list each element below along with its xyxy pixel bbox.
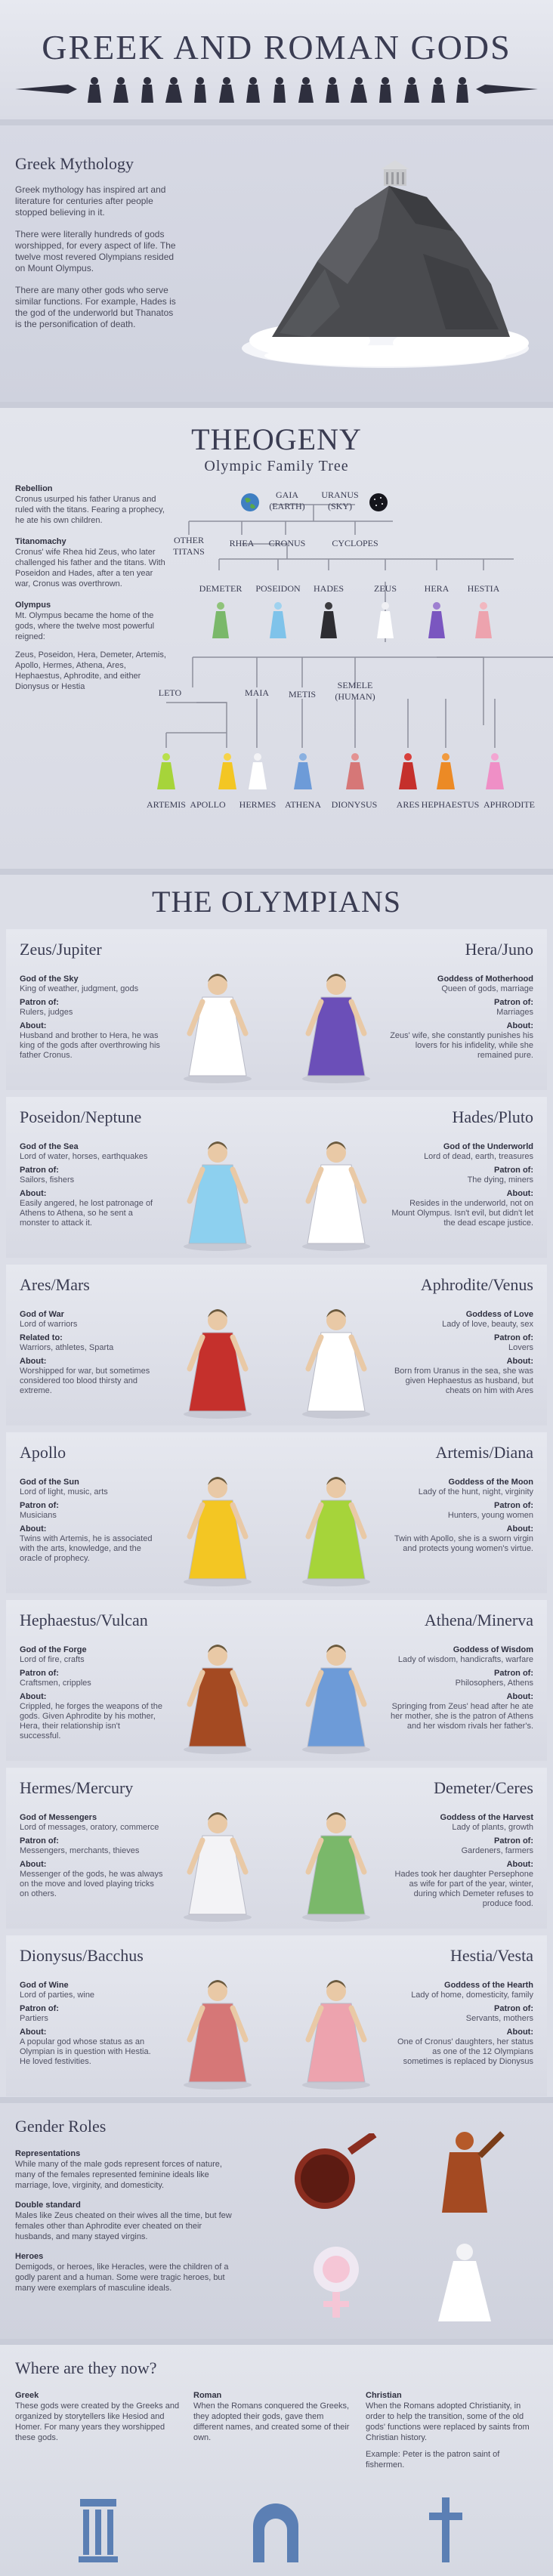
olympian-card-dionysus-bacchus bbox=[6, 1935, 276, 2096]
domain-text: Lord of water, horses, earthquakes bbox=[20, 1152, 148, 1161]
hestia-vestafigure-illustration bbox=[287, 1972, 385, 2093]
about-label: About: bbox=[506, 1021, 533, 1030]
greek-column-icon bbox=[76, 2496, 121, 2564]
olympian-card-hestia-vesta bbox=[276, 1935, 547, 2096]
olympians-section bbox=[0, 875, 553, 2097]
cyclopes-label: CYCLOPES bbox=[332, 538, 378, 548]
about-text: A popular god whose status as an Olympian is in question with Hestia. He loved festivities. bbox=[20, 2037, 151, 2066]
domain-text: Lady of the hunt, night, virginity bbox=[418, 1487, 533, 1496]
olympian-card-demeter-ceres bbox=[276, 1768, 547, 1929]
hades-plutofigure-illustration bbox=[287, 1133, 385, 1254]
hera-junofigure-illustration bbox=[287, 965, 385, 1086]
domain-text: Queen of gods, marriage bbox=[441, 984, 533, 993]
olympian-details bbox=[20, 1981, 163, 2067]
zeus-label: ZEUS bbox=[374, 583, 397, 594]
olympian-title: Poseidon/Neptune bbox=[20, 1107, 142, 1126]
poseidon-label: POSEIDON bbox=[255, 583, 301, 594]
god-of-label: Goddess of the Moon bbox=[448, 1478, 533, 1487]
about-label: About: bbox=[506, 2028, 533, 2037]
patron-label: Patron of: bbox=[20, 1501, 59, 1510]
athena-label: ATHENA bbox=[285, 799, 321, 810]
domain-text: Lord of dead, earth, treasures bbox=[424, 1152, 533, 1161]
olympus-text: Mt. Olympus became the home of the gods, where the twelve most powerful reigned: bbox=[15, 611, 155, 641]
roman-text: When the Romans conquered the Greeks, they adopted their gods, gave them different names, and created some of their own. bbox=[193, 2401, 350, 2442]
aphrodite-label: APHRODITE bbox=[483, 799, 535, 810]
heroes-text: Demigods, or heroes, like Heracles, were the children of a godly parent and a human. Some were tragic heroes, but many were exemplars of masculine ideals. bbox=[15, 2262, 229, 2293]
patron-text: Hunters, young women bbox=[447, 1511, 533, 1520]
olympian-card-apollo bbox=[6, 1432, 276, 1593]
aphrodite-small-figure bbox=[423, 2235, 506, 2326]
christian-heading: Christian bbox=[366, 2391, 402, 2400]
uranus-label: URANUS (SKY) bbox=[321, 490, 359, 511]
domain-text: Lord of warriors bbox=[20, 1320, 78, 1329]
about-text: Crippled, he forges the weapons of the gods. Given Aphrodite by his mother, Hera, their relationship isn't successful. bbox=[20, 1702, 162, 1740]
dionysus-figure bbox=[344, 752, 366, 791]
dionysus-label: DIONYSUS bbox=[331, 799, 378, 810]
olympian-title: Demeter/Ceres bbox=[434, 1778, 533, 1797]
god-of-label: God of the Sea bbox=[20, 1142, 79, 1151]
starry-sky-icon bbox=[369, 493, 388, 512]
about-text: Hades took her daughter Persephone as wife for part of the year, winter, during which Demeter refuses to produce food. bbox=[394, 1870, 533, 1908]
patron-text: Warriors, athletes, Sparta bbox=[20, 1343, 114, 1352]
patron-text: Philosophers, Athens bbox=[455, 1679, 533, 1688]
patron-text: Sailors, fishers bbox=[20, 1175, 75, 1185]
olympian-title: Athena/Minerva bbox=[424, 1611, 533, 1629]
patron-text: Servants, mothers bbox=[465, 2014, 533, 2023]
zeus-jupiterfigure-illustration bbox=[168, 965, 267, 1086]
olympian-card-aphrodite-venus bbox=[276, 1265, 547, 1425]
god-of-label: Goddess of the Hearth bbox=[444, 1981, 533, 1990]
theogeny-section bbox=[0, 408, 553, 869]
zeus-figure bbox=[376, 601, 394, 640]
olympian-card-hera-juno bbox=[276, 929, 547, 1090]
about-label: About: bbox=[506, 1524, 533, 1534]
greek-text: These gods were created by the Greeks and organized by storytellers like Hesiod and Homer. For many years they worshipped these gods. bbox=[15, 2401, 180, 2442]
aphrodite-venusfigure-illustration bbox=[287, 1301, 385, 1422]
patron-label: Patron of: bbox=[494, 2004, 533, 2013]
rhea-label: RHEA bbox=[229, 538, 255, 548]
olympian-title: Zeus/Jupiter bbox=[20, 940, 102, 959]
olympian-details bbox=[20, 1142, 163, 1228]
hades-label: HADES bbox=[313, 583, 344, 594]
olympian-details bbox=[20, 1645, 163, 1741]
god-of-label: God of the Forge bbox=[20, 1645, 87, 1654]
patron-label: Patron of: bbox=[20, 1836, 59, 1846]
god-of-label: God of the Sky bbox=[20, 974, 79, 984]
olympian-details bbox=[20, 974, 163, 1061]
about-label: About: bbox=[506, 1189, 533, 1198]
about-label: About: bbox=[506, 1357, 533, 1366]
about-text: Springing from Zeus' head after he ate her mother, she is the patron of Athens and her wisdom rivals her father's. bbox=[391, 1702, 533, 1731]
apollo-figure bbox=[216, 752, 239, 791]
patron-label: Patron of: bbox=[494, 1836, 533, 1846]
patron-label: Patron of: bbox=[20, 1166, 59, 1175]
patron-text: Messengers, merchants, thieves bbox=[20, 1846, 140, 1855]
athena-minervafigure-illustration bbox=[287, 1636, 385, 1757]
gender-roles-section bbox=[0, 2103, 553, 2339]
patron-label: Related to: bbox=[20, 1333, 63, 1342]
titanomachy-heading: Titanomachy bbox=[15, 537, 66, 546]
domain-text: Lord of light, music, arts bbox=[20, 1487, 108, 1496]
christian-example: Example: Peter is the patron saint of fishermen. bbox=[366, 2450, 500, 2469]
about-text: Twin with Apollo, she is a sworn virgin and protects young women's virtue. bbox=[394, 1534, 533, 1553]
olympus-heading: Olympus bbox=[15, 601, 51, 610]
patron-text: Gardeners, farmers bbox=[461, 1846, 533, 1855]
demeter-figure bbox=[212, 601, 230, 640]
about-label: About: bbox=[20, 1692, 47, 1701]
olympian-title: Hera/Juno bbox=[465, 940, 533, 959]
hephaestus-label: HEPHAESTUS bbox=[421, 799, 480, 810]
olympian-details bbox=[390, 1813, 533, 1909]
hestia-figure bbox=[474, 601, 493, 640]
christian-cross-icon bbox=[423, 2496, 468, 2564]
domain-text: Lady of wisdom, handicrafts, warfare bbox=[397, 1655, 533, 1664]
olympian-title: Hades/Pluto bbox=[452, 1107, 533, 1126]
greek-mythology-p3: There are many other gods who serve similar functions. For example, Hades is the god of the underworld but Thanatos is the personification of death. bbox=[15, 285, 176, 329]
patron-label: Patron of: bbox=[494, 998, 533, 1007]
god-of-label: God of Wine bbox=[20, 1981, 69, 1990]
olympian-card-hephaestus-vulcan bbox=[6, 1600, 276, 1761]
olympian-details bbox=[20, 1310, 163, 1396]
about-text: Worshipped for war, but sometimes considered too blood thirsty and extreme. bbox=[20, 1367, 150, 1395]
patron-label: Patron of: bbox=[20, 2004, 59, 2013]
representations-text: While many of the male gods represent forces of nature, many of the females represented feminine ideals like marriage, love, virginity, and domesticity. bbox=[15, 2160, 222, 2190]
double-standard-text: Males like Zeus cheated on their wives all the time, but few females other than Aphrodite ever cheated on their husbands, and many stayed virgins. bbox=[15, 2211, 232, 2241]
patron-text: Lovers bbox=[508, 1343, 533, 1352]
gender-roles-title: Gender Roles bbox=[15, 2117, 107, 2136]
god-of-label: God of the Sun bbox=[20, 1478, 79, 1487]
olympian-card-hades-pluto bbox=[276, 1097, 547, 1258]
patron-label: Patron of: bbox=[494, 1669, 533, 1678]
olympian-details bbox=[20, 1813, 163, 1899]
artemis-label: ARTEMIS bbox=[147, 799, 186, 810]
god-of-label: Goddess of Love bbox=[465, 1310, 533, 1319]
olympian-details bbox=[390, 1142, 533, 1228]
olympian-title: Dionysus/Bacchus bbox=[20, 1946, 144, 1965]
ares-marsfigure-illustration bbox=[168, 1301, 267, 1422]
domain-text: Lady of love, beauty, sex bbox=[442, 1320, 533, 1329]
olympian-details bbox=[390, 974, 533, 1061]
about-text: One of Cronus' daughters, her status as one of the 12 Olympians sometimes is replaced by Dionysus bbox=[397, 2037, 533, 2066]
representations-heading: Representations bbox=[15, 2149, 81, 2158]
poseidon-neptunefigure-illustration bbox=[168, 1133, 267, 1254]
olympian-details bbox=[20, 1478, 163, 1564]
mount-olympus-illustration bbox=[227, 156, 544, 375]
leto-label: LETO bbox=[158, 687, 182, 698]
about-text: Resides in the underworld, not on Mount Olympus. Isn't evil, but didn't let the dead escape justice. bbox=[391, 1199, 533, 1228]
god-of-label: Goddess of the Harvest bbox=[440, 1813, 533, 1822]
domain-text: Lord of fire, crafts bbox=[20, 1655, 85, 1664]
hestia-label: HESTIA bbox=[467, 583, 500, 594]
where-now-title: Where are they now? bbox=[15, 2358, 157, 2377]
hephaestus-figure bbox=[434, 752, 457, 791]
roman-arch-icon bbox=[249, 2496, 302, 2564]
hera-figure bbox=[428, 601, 446, 640]
double-standard-heading: Double standard bbox=[15, 2201, 81, 2210]
metis-label: METIS bbox=[289, 689, 316, 700]
olympian-title: Hermes/Mercury bbox=[20, 1778, 134, 1797]
roman-heading: Roman bbox=[193, 2391, 222, 2400]
rebellion-heading: Rebellion bbox=[15, 484, 53, 493]
domain-text: Lord of messages, oratory, commerce bbox=[20, 1823, 159, 1832]
god-silhouettes-banner bbox=[15, 74, 538, 104]
apollofigure-illustration bbox=[168, 1469, 267, 1589]
titanomachy-text: Cronus' wife Rhea hid Zeus, who later challenged his father and the titans. With Poseidon and Hades, after a ten year war, Cronus was overthrown. bbox=[15, 548, 165, 588]
header bbox=[0, 0, 553, 119]
about-text: Husband and brother to Hera, he was king of the gods after overthrowing his father Cronus. bbox=[20, 1031, 160, 1060]
god-of-label: Goddess of Motherhood bbox=[437, 974, 533, 984]
ares-figure bbox=[397, 752, 419, 791]
hermes-figure bbox=[246, 752, 269, 791]
olympian-title: Hephaestus/Vulcan bbox=[20, 1611, 148, 1629]
dionysus-bacchusfigure-illustration bbox=[168, 1972, 267, 2093]
olympian-card-artemis-diana bbox=[276, 1432, 547, 1593]
patron-text: Partiers bbox=[20, 2014, 48, 2023]
theogeny-title: THEOGENY bbox=[191, 422, 362, 456]
about-label: About: bbox=[20, 1021, 47, 1030]
olympian-title: Apollo bbox=[20, 1443, 66, 1462]
venus-symbol-icon bbox=[302, 2239, 370, 2322]
hermes-mercuryfigure-illustration bbox=[168, 1804, 267, 1925]
god-of-label: Goddess of Wisdom bbox=[453, 1645, 533, 1654]
about-text: Easily angered, he lost patronage of Athens to Athena, so he sent a monster to attack it. bbox=[20, 1199, 153, 1228]
apollo-label: APOLLO bbox=[190, 799, 226, 810]
about-text: Born from Uranus in the sea, she was given Hephaestus as husband, but cheats on him with Ares bbox=[394, 1367, 533, 1395]
poseidon-figure bbox=[269, 601, 287, 640]
hera-label: HERA bbox=[424, 583, 450, 594]
heracles-figure bbox=[423, 2126, 506, 2216]
olympian-details bbox=[390, 1310, 533, 1396]
olympian-details bbox=[390, 1981, 533, 2067]
patron-label: Patron of: bbox=[494, 1501, 533, 1510]
patron-text: Craftsmen, cripples bbox=[20, 1679, 91, 1688]
patron-label: Patron of: bbox=[494, 1333, 533, 1342]
page-title: GREEK AND ROMAN GODS bbox=[42, 28, 511, 66]
demeter-label: DEMETER bbox=[199, 583, 243, 594]
frying-pan-icon bbox=[287, 2133, 378, 2216]
patron-text: Musicians bbox=[20, 1511, 57, 1520]
greek-mythology-title: Greek Mythology bbox=[15, 154, 134, 173]
other-titans-label: OTHER TITANS bbox=[173, 535, 205, 557]
domain-text: Lord of parties, wine bbox=[20, 1991, 95, 2000]
earth-globe-icon bbox=[240, 493, 260, 512]
greek-mythology-p1: Greek mythology has inspired art and literature for centuries after people stopped believing in it. bbox=[15, 184, 166, 218]
olympian-card-zeus-jupiter bbox=[6, 929, 276, 1090]
about-label: About: bbox=[20, 1189, 47, 1198]
theogeny-subtitle: Olympic Family Tree bbox=[204, 458, 349, 474]
rebellion-text: Cronus usurped his father Uranus and ruled with the titans. Fearing a prophecy, he ate his own children. bbox=[15, 495, 165, 525]
about-label: About: bbox=[20, 2028, 47, 2037]
patron-label: Patron of: bbox=[494, 1166, 533, 1175]
patron-label: Patron of: bbox=[20, 1669, 59, 1678]
christian-text: When the Romans adopted Christianity, in order to help the transition, some of the old gods' functions were replaced by saints from Christian history. bbox=[366, 2401, 530, 2442]
olympian-details bbox=[390, 1645, 533, 1731]
olympian-title: Ares/Mars bbox=[20, 1275, 90, 1294]
olympian-card-ares-mars bbox=[6, 1265, 276, 1425]
ares-label: ARES bbox=[396, 799, 420, 810]
olympian-title: Artemis/Diana bbox=[435, 1443, 533, 1462]
about-label: About: bbox=[506, 1860, 533, 1869]
god-of-label: God of Messengers bbox=[20, 1813, 97, 1822]
olympian-card-hermes-mercury bbox=[6, 1768, 276, 1929]
patron-text: Rulers, judges bbox=[20, 1008, 73, 1017]
olympian-card-poseidon-neptune bbox=[6, 1097, 276, 1258]
semele-label: SEMELE (HUMAN) bbox=[335, 680, 375, 702]
patron-text: Marriages bbox=[496, 1008, 533, 1017]
artemis-figure bbox=[155, 752, 178, 791]
hades-figure bbox=[320, 601, 339, 640]
about-text: Zeus' wife, she constantly punishes his lovers for his infidelity, while she remained pure. bbox=[390, 1031, 533, 1060]
domain-text: Lady of plants, growth bbox=[452, 1823, 533, 1832]
patron-text: The dying, miners bbox=[467, 1175, 533, 1185]
demeter-ceresfigure-illustration bbox=[287, 1804, 385, 1925]
domain-text: King of weather, judgment, gods bbox=[20, 984, 139, 993]
greek-mythology-p2: There were literally hundreds of gods worshipped, for every aspect of life. The twelve most revered Olympians resided on Mount Olympus. bbox=[15, 229, 176, 273]
greek-mythology-section bbox=[0, 125, 553, 402]
god-of-label: God of the Underworld bbox=[443, 1142, 533, 1151]
maia-label: MAIA bbox=[245, 687, 269, 698]
gaia-label: GAIA (EARTH) bbox=[269, 490, 305, 511]
olympian-title: Aphrodite/Venus bbox=[420, 1275, 533, 1294]
about-label: About: bbox=[506, 1692, 533, 1701]
domain-text: Lady of home, domesticity, family bbox=[411, 1991, 533, 2000]
about-text: Twins with Artemis, he is associated with the arts, knowledge, and the oracle of prophecy. bbox=[20, 1534, 153, 1563]
hermes-label: HERMES bbox=[239, 799, 276, 810]
olympian-details bbox=[390, 1478, 533, 1554]
greek-heading: Greek bbox=[15, 2391, 39, 2400]
olympus-list: Zeus, Poseidon, Hera, Demeter, Artemis, Apollo, Hermes, Athena, Ares, Hephaestus, Aphrodite, and either Dionysus or Hestia bbox=[15, 650, 166, 691]
athena-figure bbox=[292, 752, 314, 791]
about-label: About: bbox=[20, 1524, 47, 1534]
olympian-title: Hestia/Vesta bbox=[450, 1946, 533, 1965]
where-now-section bbox=[0, 2345, 553, 2576]
about-label: About: bbox=[20, 1357, 47, 1366]
aphrodite-figure bbox=[483, 752, 506, 791]
about-text: Messenger of the gods, he was always on the move and loved playing tricks on others. bbox=[20, 1870, 163, 1898]
cronus-label: CRONUS bbox=[268, 538, 306, 548]
hephaestus-vulcanfigure-illustration bbox=[168, 1636, 267, 1757]
about-label: About: bbox=[20, 1860, 47, 1869]
olympians-title: THE OLYMPIANS bbox=[151, 885, 402, 919]
god-of-label: God of War bbox=[20, 1310, 64, 1319]
artemis-dianafigure-illustration bbox=[287, 1469, 385, 1589]
heroes-heading: Heroes bbox=[15, 2252, 44, 2261]
olympian-card-athena-minerva bbox=[276, 1600, 547, 1761]
patron-label: Patron of: bbox=[20, 998, 59, 1007]
